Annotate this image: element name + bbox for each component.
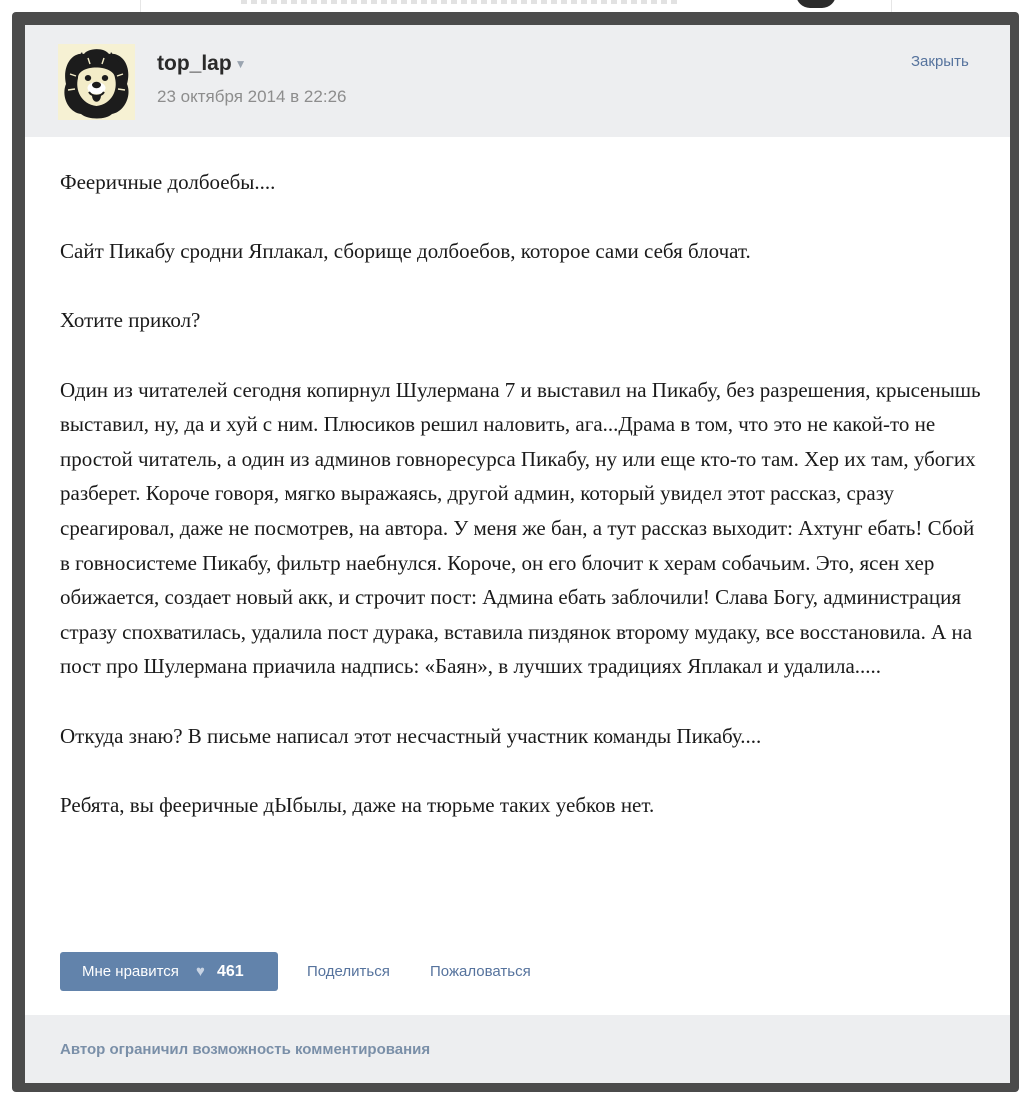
post-paragraph: Ребята, вы фееричные дЫбылы, даже на тюрьме таких уебков нет.	[60, 792, 655, 817]
comments-disabled-notice: Автор ограничил возможность комментирования	[60, 1041, 431, 1058]
post-author[interactable]	[157, 52, 247, 76]
post-paragraph: Сайт Пикабу сродни Яплакал, сборище долбоебов, которое сами себя блочат.	[60, 239, 751, 264]
post-date[interactable]: 23 октября 2014 в 22:26	[157, 87, 347, 106]
post-paragraph: Фееричные долбоебы....	[60, 170, 276, 194]
like-count: 461	[217, 963, 244, 980]
background-text	[241, 0, 681, 4]
close-button[interactable]: Закрыть	[911, 53, 969, 70]
post-modal	[25, 25, 1010, 1083]
post-header	[25, 25, 1010, 137]
post-paragraph: Хотите прикол?	[60, 308, 201, 333]
comments-footer	[25, 1015, 1010, 1083]
post-paragraph: Один из читателей сегодня копирнул Шулермана 7 и выставил на Пикабу, без разрешения, крысенышь выставил, ну, да и хуй с ним. Плюсиков решил наловить, ага...Драма в том, что это не какой-то не простой читатель, а один из админов говноресурса Пикабу, ну или еще кто-то там. Хер их там, убогих разберет. Короче говоря, мягко выражаясь, другой админ, который увидел этот рассказ, сразу среагировал, даже не посмотрев, на автора. У меня же бан, а тут рассказ выходит: Ахтунг ебать! Сбой в говносистеме Пикабу, фильтр наебнулся. Короче, он его блочит к херам собачьим. Это, ясен хер обижается, создает новый акк, и строчит пост: Админа ебать заблочили! Слава Богу, администрация стразу спохватилась, удалила пост дурака, вставила пиздянок второму мудаку, все восстановила. А на пост про Шулермана приачила надпись: «Баян», в лучших традициях Яплакал и удалила.....	[60, 377, 981, 679]
like-label: Мне нравится	[82, 963, 179, 980]
dog-avatar-icon	[58, 44, 135, 120]
report-link[interactable]: Пожаловаться	[430, 963, 531, 980]
avatar[interactable]	[58, 44, 135, 120]
author-name[interactable]: top_lap	[157, 52, 232, 75]
share-link[interactable]: Поделиться	[307, 963, 390, 980]
like-button[interactable]	[60, 952, 278, 991]
post-paragraph: Откуда знаю? В письме написал этот несчастный участник команды Пикабу....	[60, 723, 762, 748]
heart-icon: ♥	[196, 963, 205, 980]
post-text	[60, 165, 985, 822]
author-dropdown-caret-icon[interactable]: ▼	[234, 57, 247, 72]
background-icon	[796, 0, 836, 8]
background-page-strip	[140, 0, 892, 12]
